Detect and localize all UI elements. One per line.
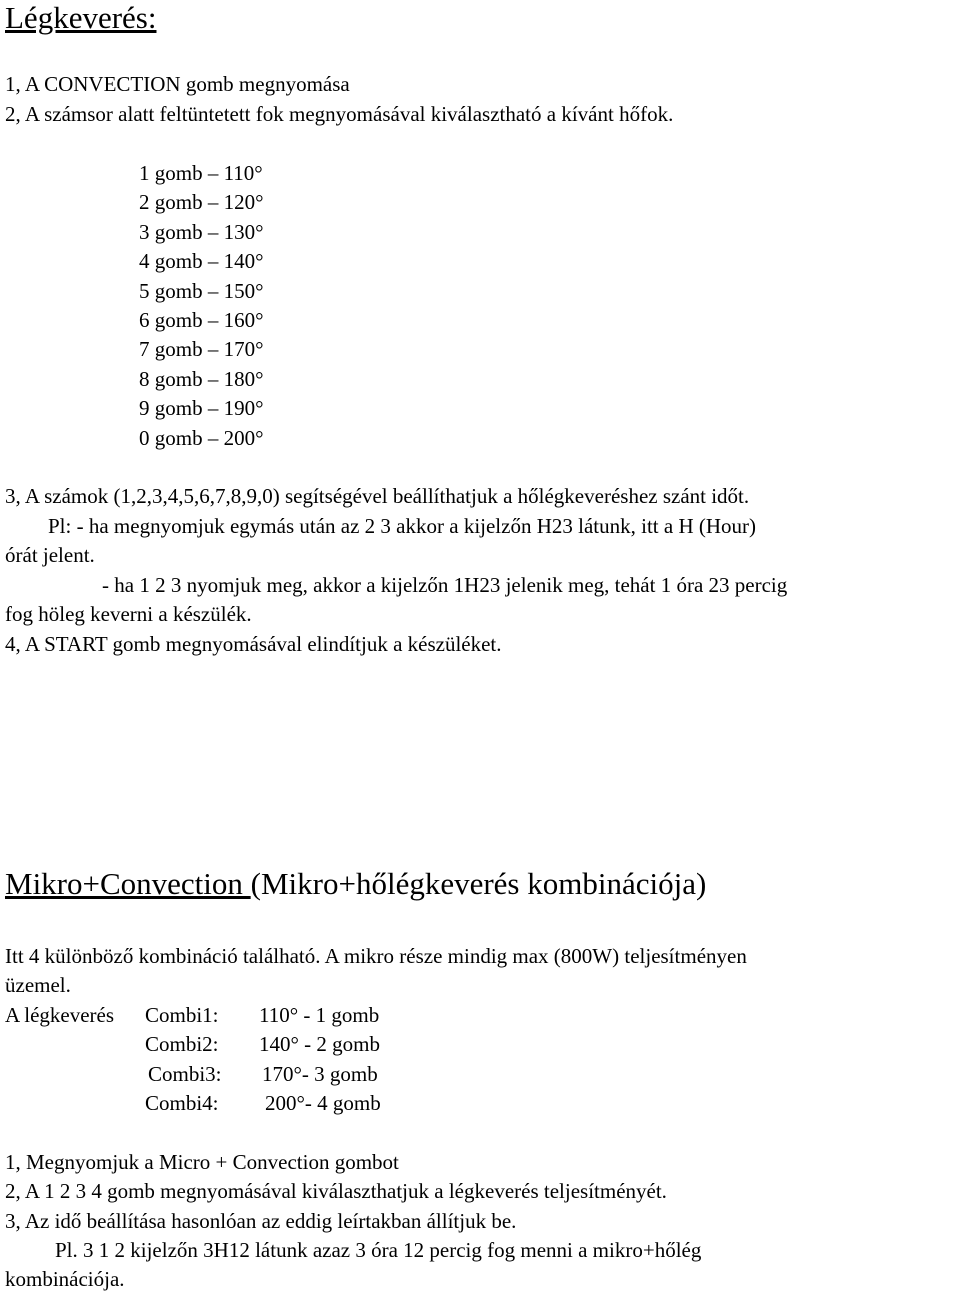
temperature-item: 2 gomb – 120° <box>139 190 264 214</box>
combi-value: 170°- 3 gomb <box>262 1062 378 1086</box>
combi-example-line-1: Pl. 3 1 2 kijelzőn 3H12 látunk azaz 3 óra 12 percig fog menni a mikro+hőlég <box>55 1238 702 1262</box>
section-title-underlined: Mikro+Convection <box>5 866 251 901</box>
temperature-item: 4 gomb – 140° <box>139 249 264 273</box>
combi-name: Combi4: <box>145 1091 219 1115</box>
intro-line-1: Itt 4 különböző kombináció található. A mikro része mindig max (800W) teljesítményen <box>5 944 747 968</box>
example-2-line-1: - ha 1 2 3 nyomjuk meg, akkor a kijelzőn 1H23 jelenik meg, tehát 1 óra 23 percig <box>102 573 788 597</box>
combi-step-3: 3, Az idő beállítása hasonlóan az eddig leírtakban állítjuk be. <box>5 1209 517 1233</box>
combi-example-line-2: kombinációja. <box>5 1267 125 1291</box>
combi-prefix: A légkeverés <box>5 1003 115 1027</box>
section-title-legkeveres: Légkeverés: <box>5 0 157 35</box>
example-1-line-2: órát jelent. <box>5 543 95 567</box>
intro-line-2: üzemel. <box>5 973 71 997</box>
combi-value: 140° - 2 gomb <box>259 1032 380 1056</box>
combi-name: Combi2: <box>145 1032 219 1056</box>
section-title-mikro-convection <box>5 866 706 902</box>
combi-value: 110° - 1 gomb <box>259 1003 380 1027</box>
step-4: 4, A START gomb megnyomásával elindítjuk a készüléket. <box>5 632 502 656</box>
step-2: 2, A számsor alatt feltüntetett fok megnyomásával kiválasztható a kívánt hőfok. <box>5 102 674 126</box>
temperature-item: 3 gomb – 130° <box>139 220 264 244</box>
temperature-item: 6 gomb – 160° <box>139 308 264 332</box>
combi-name: Combi3: <box>148 1062 222 1086</box>
combi-value: 200°- 4 gomb <box>265 1091 381 1115</box>
example-2-line-2: fog höleg keverni a készülék. <box>5 602 252 626</box>
section-title-rest: (Mikro+hőlégkeverés kombinációja) <box>250 866 707 901</box>
temperature-item: 0 gomb – 200° <box>139 426 264 450</box>
step-3: 3, A számok (1,2,3,4,5,6,7,8,9,0) segítségével beállíthatjuk a hőlégkeveréshez szánt időt. <box>5 484 750 508</box>
combi-step-1: 1, Megnyomjuk a Micro + Convection gombot <box>5 1150 399 1174</box>
combi-step-2: 2, A 1 2 3 4 gomb megnyomásával kiválaszthatjuk a légkeverés teljesítményét. <box>5 1179 667 1203</box>
temperature-item: 7 gomb – 170° <box>139 337 264 361</box>
temperature-item: 1 gomb – 110° <box>139 161 263 185</box>
example-1-line-1: Pl: - ha megnyomjuk egymás után az 2 3 akkor a kijelzőn H23 látunk, itt a H (Hour) <box>48 514 757 538</box>
temperature-item: 8 gomb – 180° <box>139 367 264 391</box>
temperature-item: 9 gomb – 190° <box>139 396 264 420</box>
combi-name: Combi1: <box>145 1003 219 1027</box>
temperature-item: 5 gomb – 150° <box>139 279 264 303</box>
step-1: 1, A CONVECTION gomb megnyomása <box>5 72 350 96</box>
